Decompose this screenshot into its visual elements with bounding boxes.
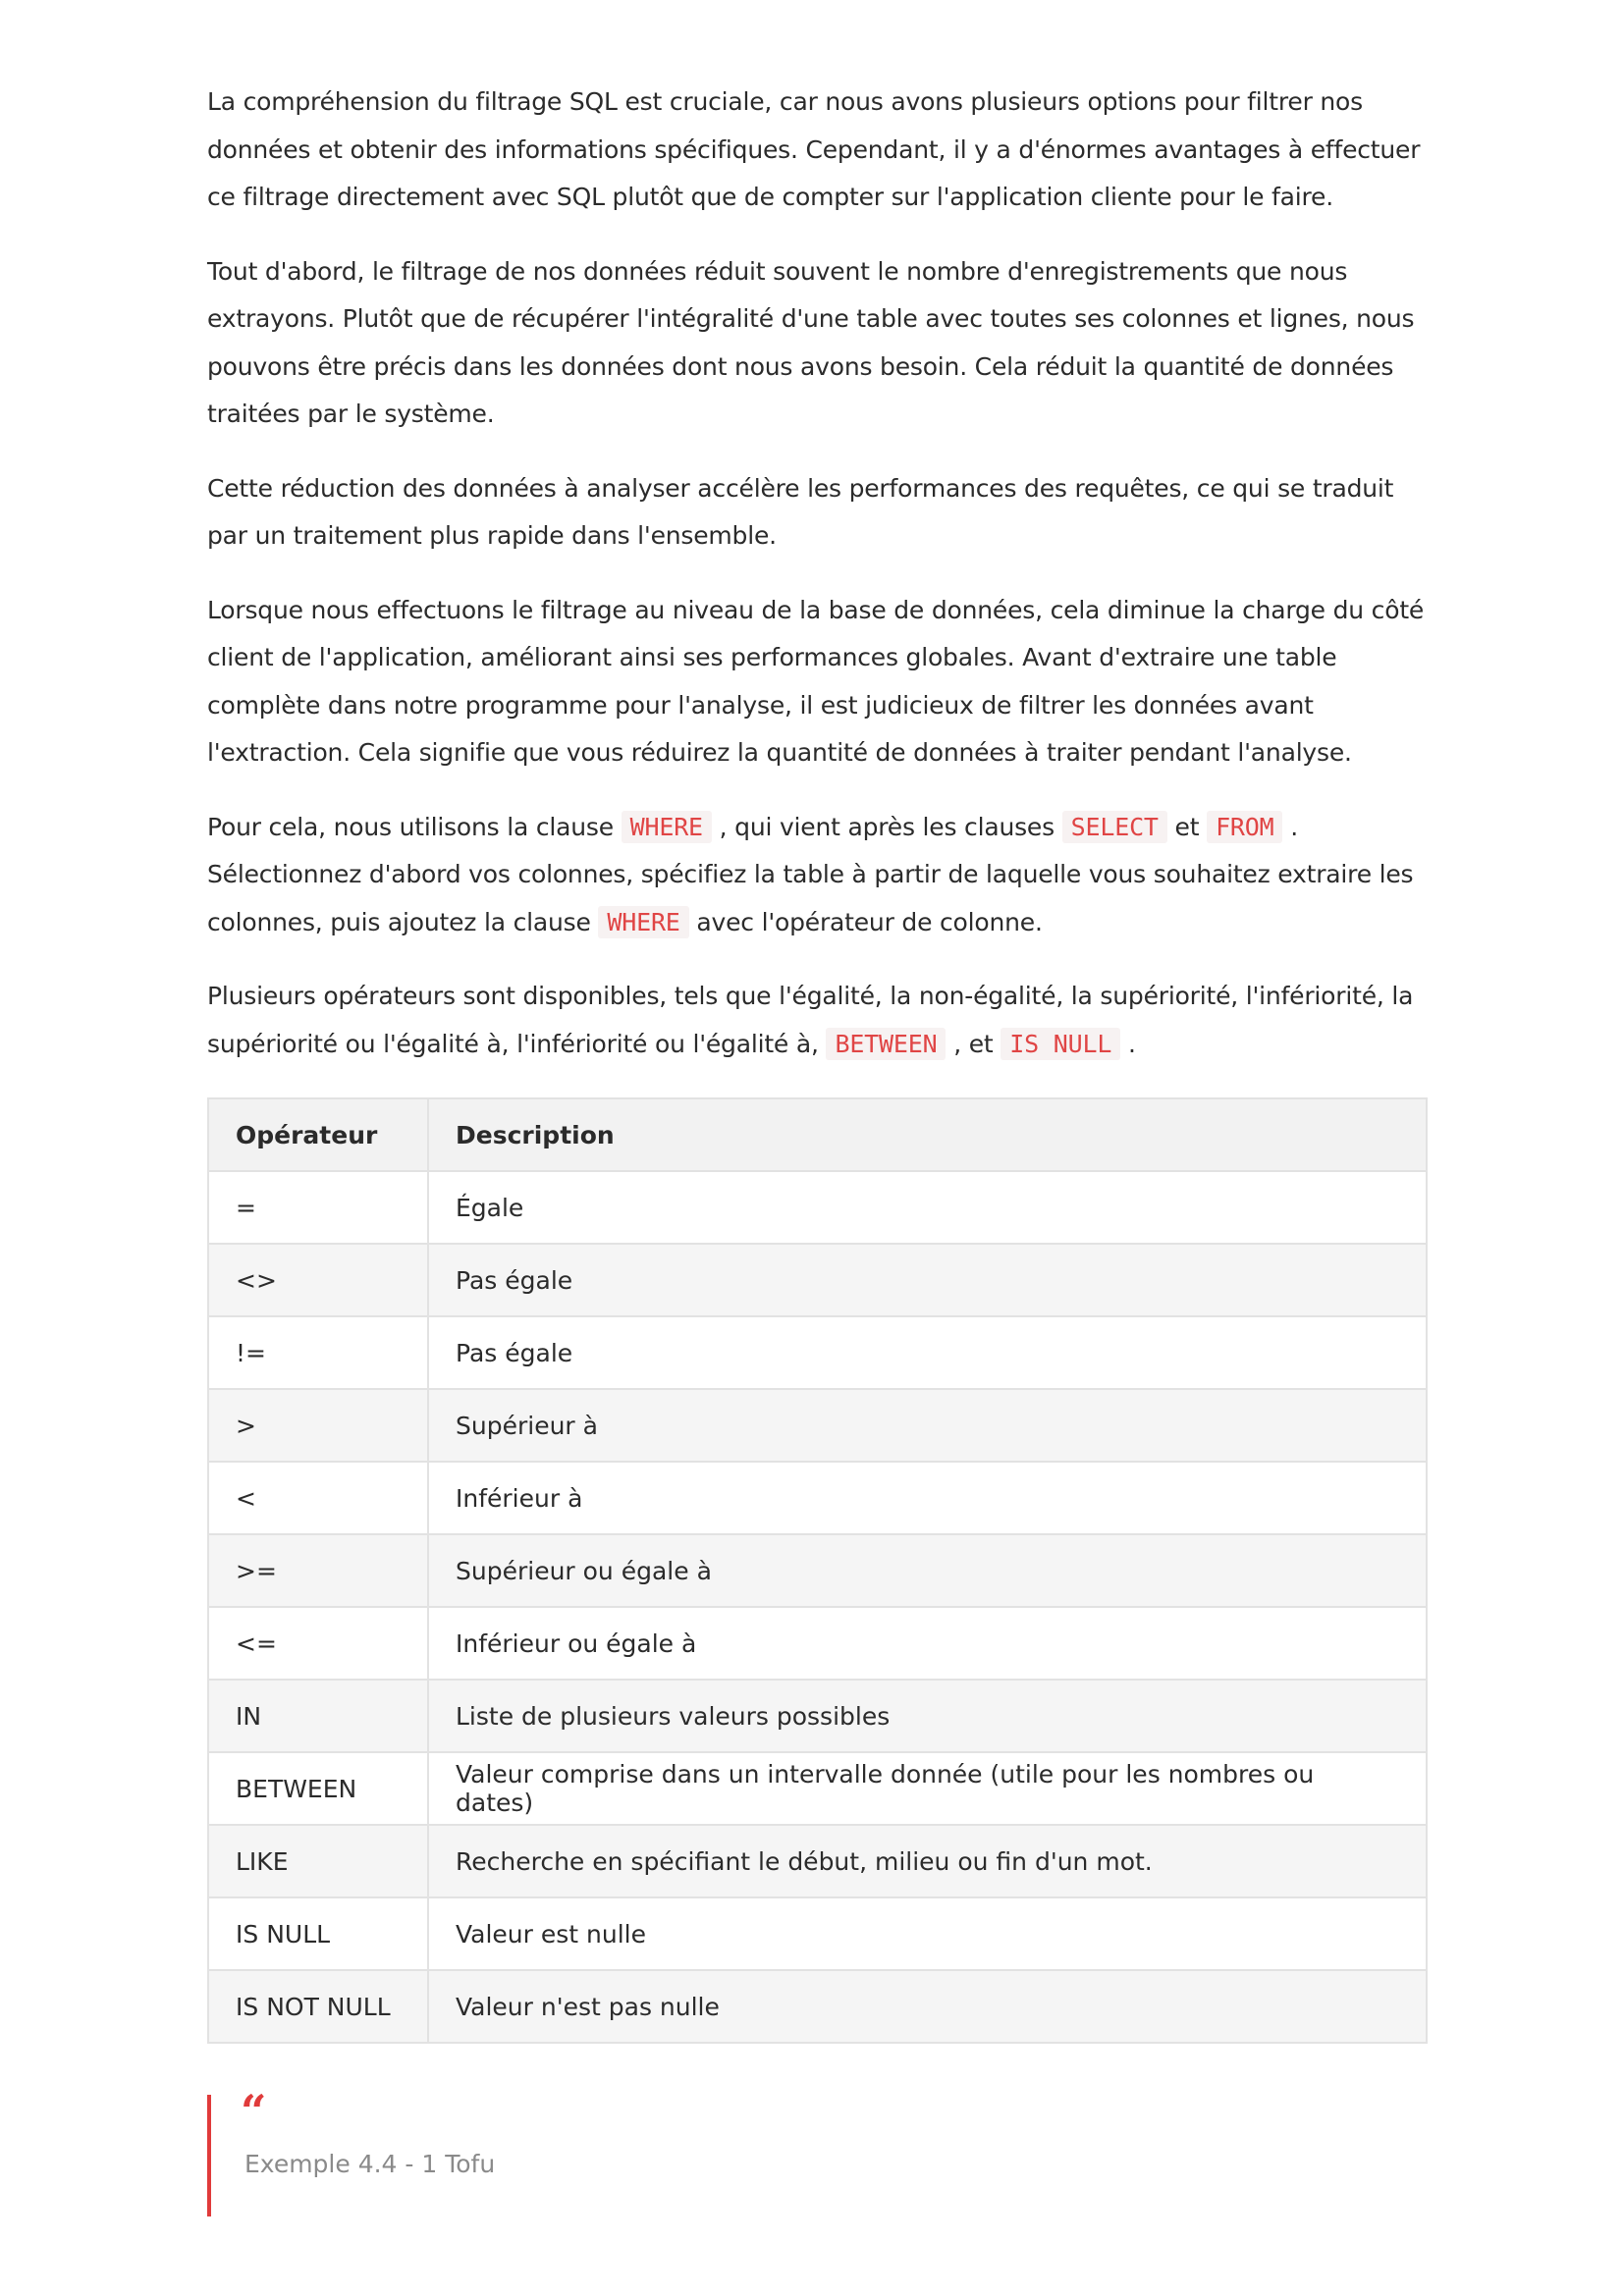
description-cell: Valeur n'est pas nulle [428, 1970, 1427, 2043]
operator-cell: > [208, 1389, 428, 1462]
operator-cell: IN [208, 1680, 428, 1752]
text-span: , qui vient après les clauses [711, 812, 1062, 841]
table-header-row [208, 1098, 1427, 1171]
operators-table [207, 1097, 1428, 2044]
text-span: et [1166, 812, 1208, 841]
code-where: WHERE [598, 906, 688, 938]
code-select: SELECT [1062, 811, 1167, 843]
text-span: . [1120, 1029, 1136, 1058]
table-row [208, 1244, 1427, 1316]
description-cell: Pas égale [428, 1244, 1427, 1316]
table-row [208, 1897, 1427, 1970]
description-cell: Supérieur à [428, 1389, 1427, 1462]
code-from: FROM [1207, 811, 1282, 843]
description-cell: Liste de plusieurs valeurs possibles [428, 1680, 1427, 1752]
header-description: Description [428, 1098, 1427, 1171]
table-row [208, 1389, 1427, 1462]
quote-mark-icon: “ [241, 2085, 267, 2138]
paragraph-client-load: Lorsque nous effectuons le filtrage au niveau de la base de données, cela diminue la charge du côté client de l'application, améliorant ainsi ses performances globales. Avant d'extraire une table complète dans notre programme pour l'analyse, il est judicieux de filtrer les données avant l'extraction. Cela signifie que vous réduirez la quantité de données à traiter pendant l'analyse. [207, 595, 1425, 767]
document-page [207, 79, 1428, 2216]
operator-cell: IS NULL [208, 1897, 428, 1970]
table-row [208, 1752, 1427, 1825]
description-cell: Inférieur ou égale à [428, 1607, 1427, 1680]
text-span: , et [946, 1029, 1001, 1058]
code-is-null: IS NULL [1001, 1028, 1120, 1060]
text-span: Pour cela, nous utilisons la clause [207, 812, 622, 841]
text-span: Plusieurs opérateurs sont disponibles, tels que l'égalité, la non-égalité, la supériorité, l'infériorité, la supériorité ou l'égalité à, l'infériorité ou l'égalité à, [207, 982, 1414, 1058]
operator-cell: <> [208, 1244, 428, 1316]
quote-caption: Exemple 4.4 - 1 Tofu [244, 2150, 496, 2178]
operator-cell: BETWEEN [208, 1752, 428, 1825]
operator-cell: != [208, 1316, 428, 1389]
table-row [208, 1970, 1427, 2043]
table-row [208, 1607, 1427, 1680]
table-row [208, 1171, 1427, 1244]
description-cell: Égale [428, 1171, 1427, 1244]
description-cell: Recherche en spécifiant le début, milieu ou fin d'un mot. [428, 1825, 1427, 1897]
text-span: . Sélectionnez d'abord vos colonnes, spécifiez la table à partir de laquelle vous souhaitez extraire les colonnes, puis ajoutez la clause [207, 812, 1414, 936]
operator-cell: < [208, 1462, 428, 1534]
blockquote [207, 2085, 1428, 2216]
paragraph-intro: La compréhension du filtrage SQL est cruciale, car nous avons plusieurs options pour filtrer nos données et obtenir des informations spécifiques. Cependant, il y a d'énormes avantages à effectuer ce filtrage directement avec SQL plutôt que de compter sur l'application cliente pour le faire. [207, 87, 1421, 211]
paragraph-reduction: Tout d'abord, le filtrage de nos données réduit souvent le nombre d'enregistrements que nous extrayons. Plutôt que de récupérer l'intégralité d'une table avec toutes ses colonnes et lignes, nous pouvons être précis dans les données dont nous avons besoin. Cela réduit la quantité de données traitées par le système. [207, 256, 1415, 428]
description-cell: Supérieur ou égale à [428, 1534, 1427, 1607]
operator-cell: IS NOT NULL [208, 1970, 428, 2043]
operator-cell: = [208, 1171, 428, 1244]
header-operator: Opérateur [208, 1098, 428, 1171]
description-cell: Valeur comprise dans un intervalle donnée (utile pour les nombres ou dates) [428, 1752, 1427, 1825]
operator-cell: >= [208, 1534, 428, 1607]
paragraph-where-clause [207, 804, 1428, 947]
table-row [208, 1534, 1427, 1607]
table-row [208, 1316, 1427, 1389]
paragraph-performance: Cette réduction des données à analyser accélère les performances des requêtes, ce qui se traduit par un traitement plus rapide dans l'ensemble. [207, 473, 1394, 550]
description-cell: Valeur est nulle [428, 1897, 1427, 1970]
table-row [208, 1825, 1427, 1897]
operator-cell: <= [208, 1607, 428, 1680]
paragraph-operators [207, 973, 1428, 1068]
operator-cell: LIKE [208, 1825, 428, 1897]
table-row [208, 1462, 1427, 1534]
text-span: avec l'opérateur de colonne. [688, 907, 1043, 936]
description-cell: Pas égale [428, 1316, 1427, 1389]
code-between: BETWEEN [826, 1028, 946, 1060]
table-row [208, 1680, 1427, 1752]
description-cell: Inférieur à [428, 1462, 1427, 1534]
code-where: WHERE [622, 811, 712, 843]
